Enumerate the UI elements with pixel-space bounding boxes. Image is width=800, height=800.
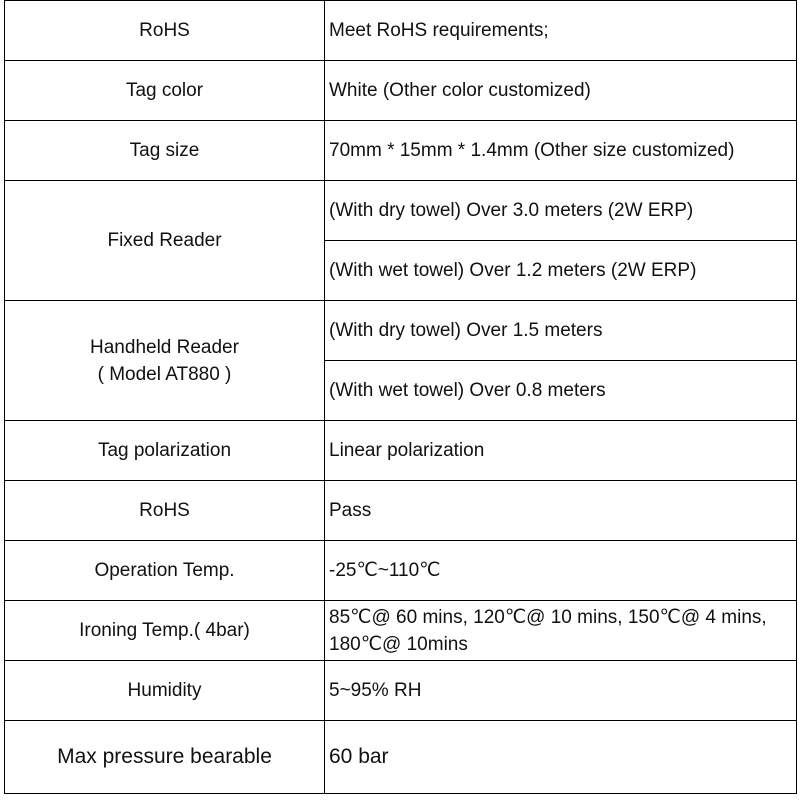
row-label: Max pressure bearable (5, 721, 325, 794)
row-label: Fixed Reader (5, 181, 325, 301)
row-value: -25℃~110℃ (325, 541, 797, 601)
table-row-rohs (5, 1, 797, 61)
table-row-ironing-temp (5, 601, 797, 661)
row-value: (With dry towel) Over 3.0 meters (2W ERP) (325, 181, 797, 241)
row-label: RoHS (5, 1, 325, 61)
table-row-max-pressure (5, 721, 797, 794)
row-label: Operation Temp. (5, 541, 325, 601)
row-label-line: Handheld Reader (90, 336, 239, 358)
row-label: RoHS (5, 481, 325, 541)
table-row-rohs-pass (5, 481, 797, 541)
row-label (5, 301, 325, 421)
row-value: 5~95% RH (325, 661, 797, 721)
row-value: White (Other color customized) (325, 61, 797, 121)
row-value: 60 bar (325, 721, 797, 794)
row-label: Tag color (5, 61, 325, 121)
specification-table (4, 0, 797, 794)
row-value: (With wet towel) Over 0.8 meters (325, 361, 797, 421)
row-value: 85℃@ 60 mins, 120℃@ 10 mins, 150℃@ 4 mins, 180℃@ 10mins (325, 601, 797, 661)
row-value: 70mm * 15mm * 1.4mm (Other size customized) (325, 121, 797, 181)
row-label: Tag polarization (5, 421, 325, 481)
row-value: (With dry towel) Over 1.5 meters (325, 301, 797, 361)
table-row-operation-temp (5, 541, 797, 601)
table-row-fixed-reader (5, 181, 797, 241)
row-value: Meet RoHS requirements; (325, 1, 797, 61)
table-row-handheld-reader (5, 301, 797, 361)
row-value: Pass (325, 481, 797, 541)
row-label-line: ( Model AT880 ) (97, 363, 232, 385)
row-value: Linear polarization (325, 421, 797, 481)
table-row-tag-polarization (5, 421, 797, 481)
table-row-humidity (5, 661, 797, 721)
table-row-tag-color (5, 61, 797, 121)
row-label: Humidity (5, 661, 325, 721)
row-label: Tag size (5, 121, 325, 181)
table-row-tag-size (5, 121, 797, 181)
row-label: Ironing Temp.( 4bar) (5, 601, 325, 661)
row-value: (With wet towel) Over 1.2 meters (2W ERP) (325, 241, 797, 301)
